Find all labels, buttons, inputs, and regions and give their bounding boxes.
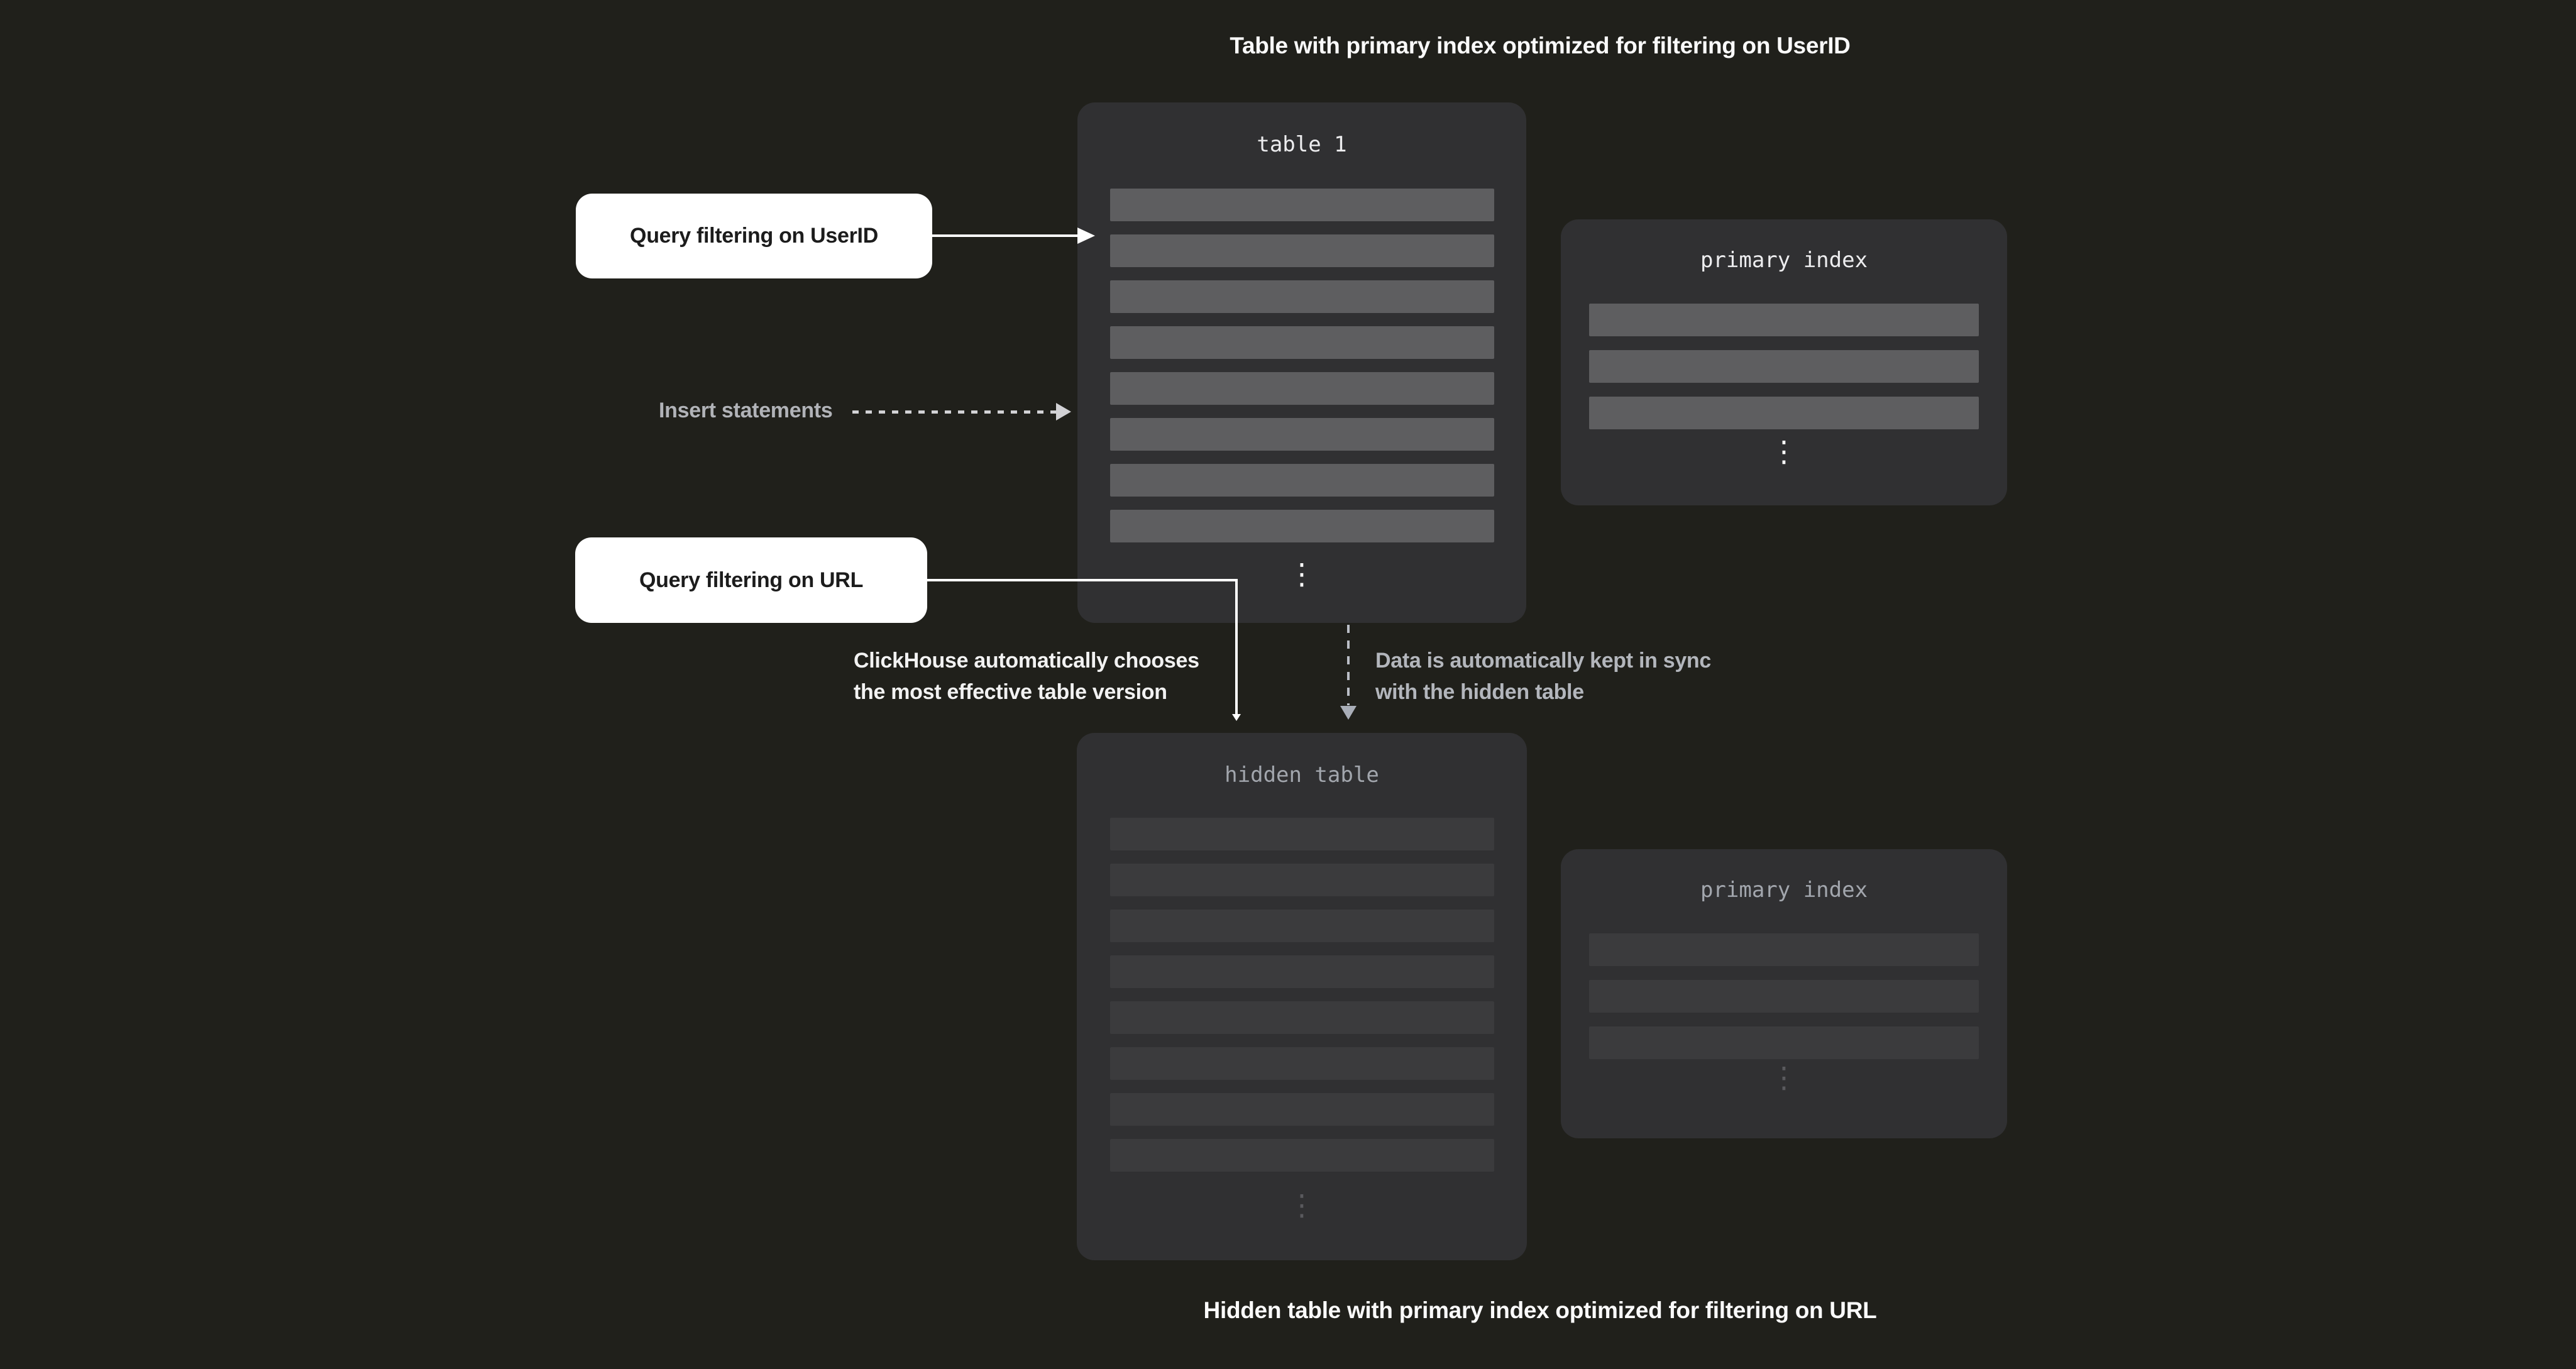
userid-arrow-line <box>932 234 1079 237</box>
url-arrow-vertical-line <box>1235 579 1238 714</box>
table-row <box>1110 818 1494 850</box>
table-row <box>1589 933 1979 966</box>
hidden-table-rows <box>1110 818 1494 1185</box>
table-row <box>1110 910 1494 942</box>
insert-arrow-dashed-line <box>852 410 1057 414</box>
sync-line2: with the hidden table <box>1375 680 1584 704</box>
choose-version-label <box>854 645 1199 708</box>
elbow-arrow-down-icon <box>1232 714 1241 721</box>
table-row <box>1110 418 1494 451</box>
primary-index-bottom-title: primary index <box>1700 877 1868 903</box>
table-row <box>1589 980 1979 1013</box>
choose-version-line1: ClickHouse automatically chooses <box>854 649 1199 673</box>
sync-arrow-dashed-line <box>1347 625 1350 705</box>
query-url-label: Query filtering on URL <box>639 568 864 592</box>
table-row <box>1589 304 1979 336</box>
hidden-table-title: hidden table <box>1225 762 1379 788</box>
vertical-ellipsis-icon: ⋮ <box>1287 557 1316 591</box>
sync-line1: Data is automatically kept in sync <box>1375 649 1711 673</box>
table-row <box>1110 1001 1494 1034</box>
hidden-table-panel <box>1077 733 1527 1260</box>
table-row <box>1589 350 1979 383</box>
primary-index-top-title: primary index <box>1700 248 1868 273</box>
table-row <box>1589 1026 1979 1059</box>
vertical-ellipsis-icon: ⋮ <box>1770 434 1798 468</box>
table1-panel <box>1077 102 1526 623</box>
insert-statements-label: Insert statements <box>659 399 833 422</box>
table-row <box>1110 510 1494 542</box>
dashed-arrow-down-icon <box>1340 706 1357 720</box>
bottom-caption: Hidden table with primary index optimized for filtering on URL <box>1203 1297 1877 1323</box>
url-arrow-horizontal-line <box>927 579 1238 581</box>
table-row <box>1589 397 1979 429</box>
table-row <box>1110 864 1494 896</box>
query-userid-label: Query filtering on UserID <box>630 224 878 248</box>
vertical-ellipsis-icon: ⋮ <box>1287 1188 1316 1222</box>
arrow-right-icon <box>1077 228 1095 244</box>
table-row <box>1110 326 1494 359</box>
table-row <box>1110 1139 1494 1172</box>
table-row <box>1110 189 1494 221</box>
primary-index-top-panel <box>1561 219 2007 505</box>
query-url-box <box>575 537 927 623</box>
table1-rows <box>1110 189 1494 556</box>
vertical-ellipsis-icon: ⋮ <box>1770 1060 1798 1094</box>
table-row <box>1110 372 1494 405</box>
primary-index-bottom-rows <box>1589 933 1979 1073</box>
table-row <box>1110 1047 1494 1080</box>
sync-label <box>1375 645 1711 708</box>
table-row <box>1110 464 1494 497</box>
primary-index-top-rows <box>1589 304 1979 443</box>
table-row <box>1110 280 1494 313</box>
table-row <box>1110 955 1494 988</box>
top-caption: Table with primary index optimized for filtering on UserID <box>1230 33 1851 58</box>
table-row <box>1110 234 1494 267</box>
table-row <box>1110 1093 1494 1126</box>
query-userid-box <box>576 194 932 278</box>
primary-index-bottom-panel <box>1561 849 2007 1138</box>
table1-title: table 1 <box>1257 132 1347 157</box>
choose-version-line2: the most effective table version <box>854 680 1167 704</box>
dashed-arrow-right-icon <box>1056 403 1071 421</box>
